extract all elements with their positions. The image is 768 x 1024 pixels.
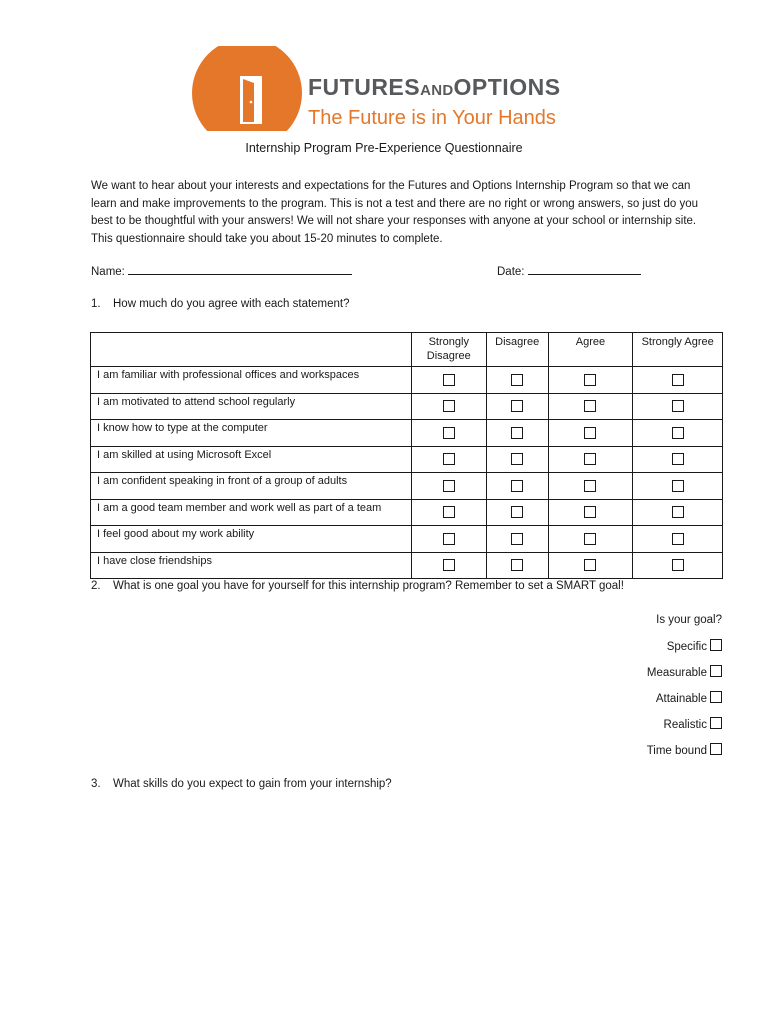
strongly-agree-checkbox[interactable]: [672, 400, 684, 412]
name-input-line[interactable]: [128, 263, 352, 275]
table-row: [91, 552, 723, 579]
agree-checkbox[interactable]: [584, 559, 596, 571]
brand-name-and: AND: [420, 82, 454, 99]
strongly-agree-checkbox[interactable]: [672, 374, 684, 386]
strongly-agree-checkbox[interactable]: [672, 506, 684, 518]
agree-checkbox[interactable]: [584, 506, 596, 518]
smart-goal-heading: Is your goal?: [656, 614, 722, 626]
question-2: [91, 580, 624, 592]
disagree-checkbox[interactable]: [511, 374, 523, 386]
attainable-checkbox[interactable]: [710, 691, 722, 703]
criterion-label: Attainable: [655, 693, 707, 705]
agree-checkbox[interactable]: [584, 427, 596, 439]
table-row: [91, 526, 723, 553]
statement-text: I have close friendships: [91, 552, 412, 579]
smart-goal-checklist: [647, 614, 722, 764]
agree-checkbox[interactable]: [584, 400, 596, 412]
agree-checkbox[interactable]: [584, 453, 596, 465]
specific-checkbox[interactable]: [710, 639, 722, 651]
brand-logo: [192, 46, 592, 141]
question-number: 3.: [91, 778, 101, 790]
question-text: What is one goal you have for yourself for this internship program? Remember to set a SMART goal!: [113, 580, 624, 592]
statement-text: I know how to type at the computer: [91, 420, 412, 447]
disagree-checkbox[interactable]: [511, 427, 523, 439]
table-row: [91, 499, 723, 526]
measurable-checkbox[interactable]: [710, 665, 722, 677]
statement-text: I am confident speaking in front of a group of adults: [91, 473, 412, 500]
door-icon: [240, 76, 262, 124]
header-strongly-agree: Strongly Agree: [633, 333, 723, 367]
table-header-row: [91, 333, 723, 367]
name-label: Name:: [91, 266, 125, 278]
disagree-checkbox[interactable]: [511, 506, 523, 518]
question-number: 2.: [91, 580, 101, 592]
header-agree: Agree: [548, 333, 633, 367]
smart-criterion-attainable: [647, 686, 722, 712]
question-text: What skills do you expect to gain from your internship?: [113, 778, 392, 790]
date-field[interactable]: [497, 263, 641, 278]
intro-line: learn and make improvements to the program. This is not a test and there are no right or wrong answers, so just do you: [91, 197, 699, 210]
intro-line: best to be thoughtful with your answers! We will not share your responses with anyone at your school or internship site.: [91, 215, 697, 227]
agree-checkbox[interactable]: [584, 533, 596, 545]
agree-checkbox[interactable]: [584, 480, 596, 492]
smart-criterion-specific: [647, 634, 722, 660]
disagree-checkbox[interactable]: [511, 533, 523, 545]
table-row: [91, 393, 723, 420]
table-row: [91, 420, 723, 447]
logo-emblem: [192, 46, 304, 141]
criterion-label: Time bound: [646, 745, 707, 757]
table-row: [91, 446, 723, 473]
name-field[interactable]: [91, 263, 352, 278]
smart-criterion-realistic: [647, 712, 722, 738]
question-3: [91, 778, 392, 790]
statement-text: I feel good about my work ability: [91, 526, 412, 553]
brand-tagline: The Future is in Your Hands: [308, 107, 556, 129]
statement-text: I am familiar with professional offices and workspaces: [91, 367, 412, 394]
strongly-disagree-checkbox[interactable]: [443, 533, 455, 545]
date-label: Date:: [497, 266, 525, 278]
intro-line: This questionnaire should take you about 15-20 minutes to complete.: [91, 232, 443, 245]
statement-text: I am motivated to attend school regularly: [91, 393, 412, 420]
question-number: 1.: [91, 298, 101, 310]
brand-name: [308, 74, 561, 101]
table-row: [91, 473, 723, 500]
strongly-disagree-checkbox[interactable]: [443, 400, 455, 412]
question-text: How much do you agree with each statement?: [113, 298, 350, 310]
strongly-disagree-checkbox[interactable]: [443, 453, 455, 465]
agreement-table: [90, 332, 723, 579]
realistic-checkbox[interactable]: [710, 717, 722, 729]
brand-name-options: OPTIONS: [453, 74, 561, 100]
header-strongly-disagree: Strongly Disagree: [411, 333, 486, 367]
strongly-agree-checkbox[interactable]: [672, 559, 684, 571]
strongly-disagree-checkbox[interactable]: [443, 480, 455, 492]
page-title: Internship Program Pre-Experience Questionnaire: [245, 141, 523, 155]
strongly-agree-checkbox[interactable]: [672, 427, 684, 439]
header-disagree: Disagree: [486, 333, 548, 367]
intro-paragraph: [91, 178, 711, 248]
disagree-checkbox[interactable]: [511, 480, 523, 492]
statement-text: I am skilled at using Microsoft Excel: [91, 446, 412, 473]
smart-criterion-measurable: [647, 660, 722, 686]
strongly-disagree-checkbox[interactable]: [443, 427, 455, 439]
strongly-disagree-checkbox[interactable]: [443, 506, 455, 518]
disagree-checkbox[interactable]: [511, 400, 523, 412]
smart-criterion-time-bound: [647, 738, 722, 764]
agree-checkbox[interactable]: [584, 374, 596, 386]
statement-text: I am a good team member and work well as part of a team: [91, 499, 412, 526]
disagree-checkbox[interactable]: [511, 453, 523, 465]
brand-name-futures: FUTURES: [308, 74, 421, 100]
strongly-agree-checkbox[interactable]: [672, 480, 684, 492]
strongly-disagree-checkbox[interactable]: [443, 374, 455, 386]
strongly-disagree-checkbox[interactable]: [443, 559, 455, 571]
disagree-checkbox[interactable]: [511, 559, 523, 571]
header-statement: [91, 333, 412, 367]
strongly-agree-checkbox[interactable]: [672, 533, 684, 545]
criterion-label: Measurable: [646, 667, 707, 679]
intro-line: We want to hear about your interests and expectations for the Futures and Options Internship Program so that we can: [91, 180, 691, 192]
criterion-label: Realistic: [663, 719, 707, 731]
date-input-line[interactable]: [528, 263, 641, 275]
question-1: [91, 298, 350, 310]
time-bound-checkbox[interactable]: [710, 743, 722, 755]
criterion-label: Specific: [666, 641, 707, 653]
strongly-agree-checkbox[interactable]: [672, 453, 684, 465]
table-row: [91, 367, 723, 394]
